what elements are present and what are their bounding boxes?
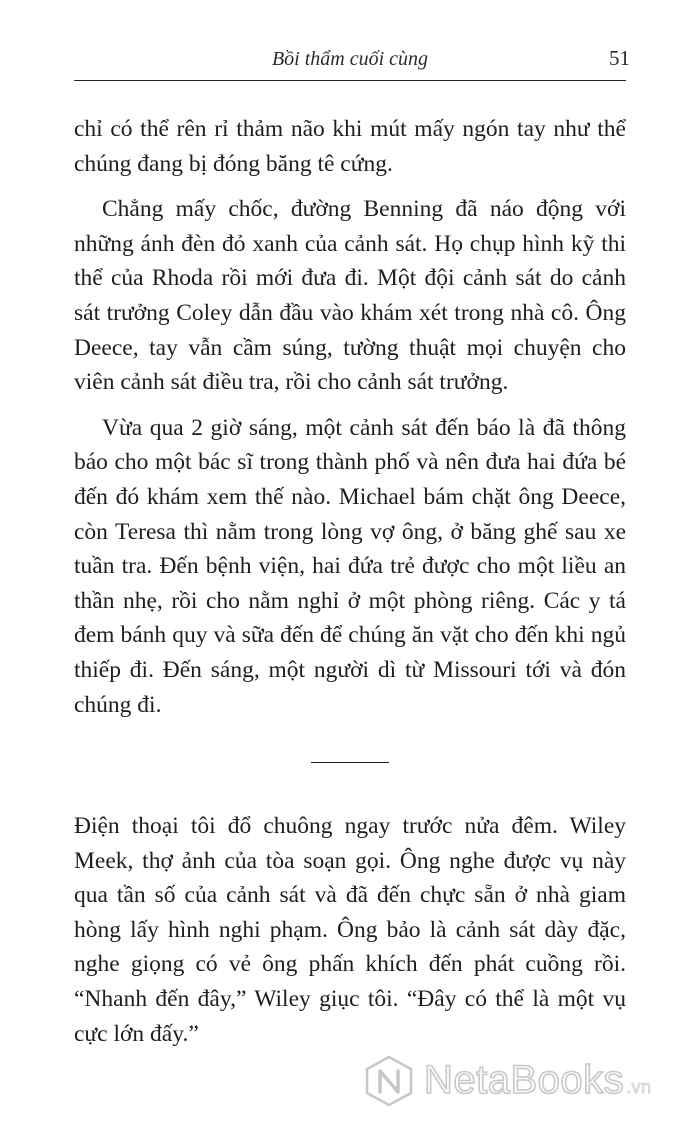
paragraph: Vừa qua 2 giờ sáng, một cảnh sát đến báo là đã thông báo cho một bác sĩ trong thành phố và nên đưa hai đứa bé đến đó khám xem thế nào. Michael bám chặt ông Deece, còn Teresa thì nằm trong lòng vợ ông, ở băng ghế sau xe tuần tra. Đến bệnh viện, hai đứa trẻ được cho một liều an thần nhẹ, rồi cho nằm nghỉ ở một phòng riêng. Các y tá đem bánh quy và sữa đến để chúng ăn vặt cho đến khi ngủ thiếp đi. Đến sáng, một người dì từ Missouri tới và đón chúng đi. [74,414,626,718]
running-header [0,46,700,76]
book-title: Bồi thẩm cuối cùng [271,48,429,70]
paragraph-section-start: Điện thoại tôi đổ chuông ngay trước nửa đêm. Wiley Meek, thợ ảnh của tòa soạn gọi. Ông nghe được vụ này qua tần số của cảnh sát và đã đến chực sẵn ở nhà giam hòng lấy hình nghi phạm. Ông bảo là cảnh sát dày đặc, nghe giọng có vẻ ông phấn khích đến phát cuồng rồi. “Nhanh đến đây,” Wiley giục tôi. “Đây có thể là một vụ cực lớn đấy.” [74,813,626,1047]
netabooks-logo-icon [362,1054,416,1108]
watermark-name: NetaBooks [424,1058,625,1102]
watermark-suffix: .vn [626,1077,652,1097]
paragraph: Chẳng mấy chốc, đường Benning đã náo động với những ánh đèn đỏ xanh của cảnh sát. Họ chụp hình kỹ thi thể của Rhoda rồi mới đưa đi. Một đội cảnh sát do cảnh sát trưởng Coley dẫn đầu vào khám xét trong nhà cô. Ông Deece, tay vẫn cầm súng, tường thuật mọi chuyện cho viên cảnh sát điều tra, rồi cho cảnh sát trưởng. [74,196,626,396]
header-rule [74,80,626,81]
page-number: 51 [609,46,630,70]
section-break-rule [311,762,389,763]
body-text [74,112,626,1051]
netabooks-watermark [362,1052,692,1112]
watermark-wordmark [424,1058,652,1103]
paragraph-continuation: chỉ có thể rên rỉ thảm não khi mút mấy ngón tay như thể chúng đang bị đóng băng tê cứng. [74,116,626,177]
